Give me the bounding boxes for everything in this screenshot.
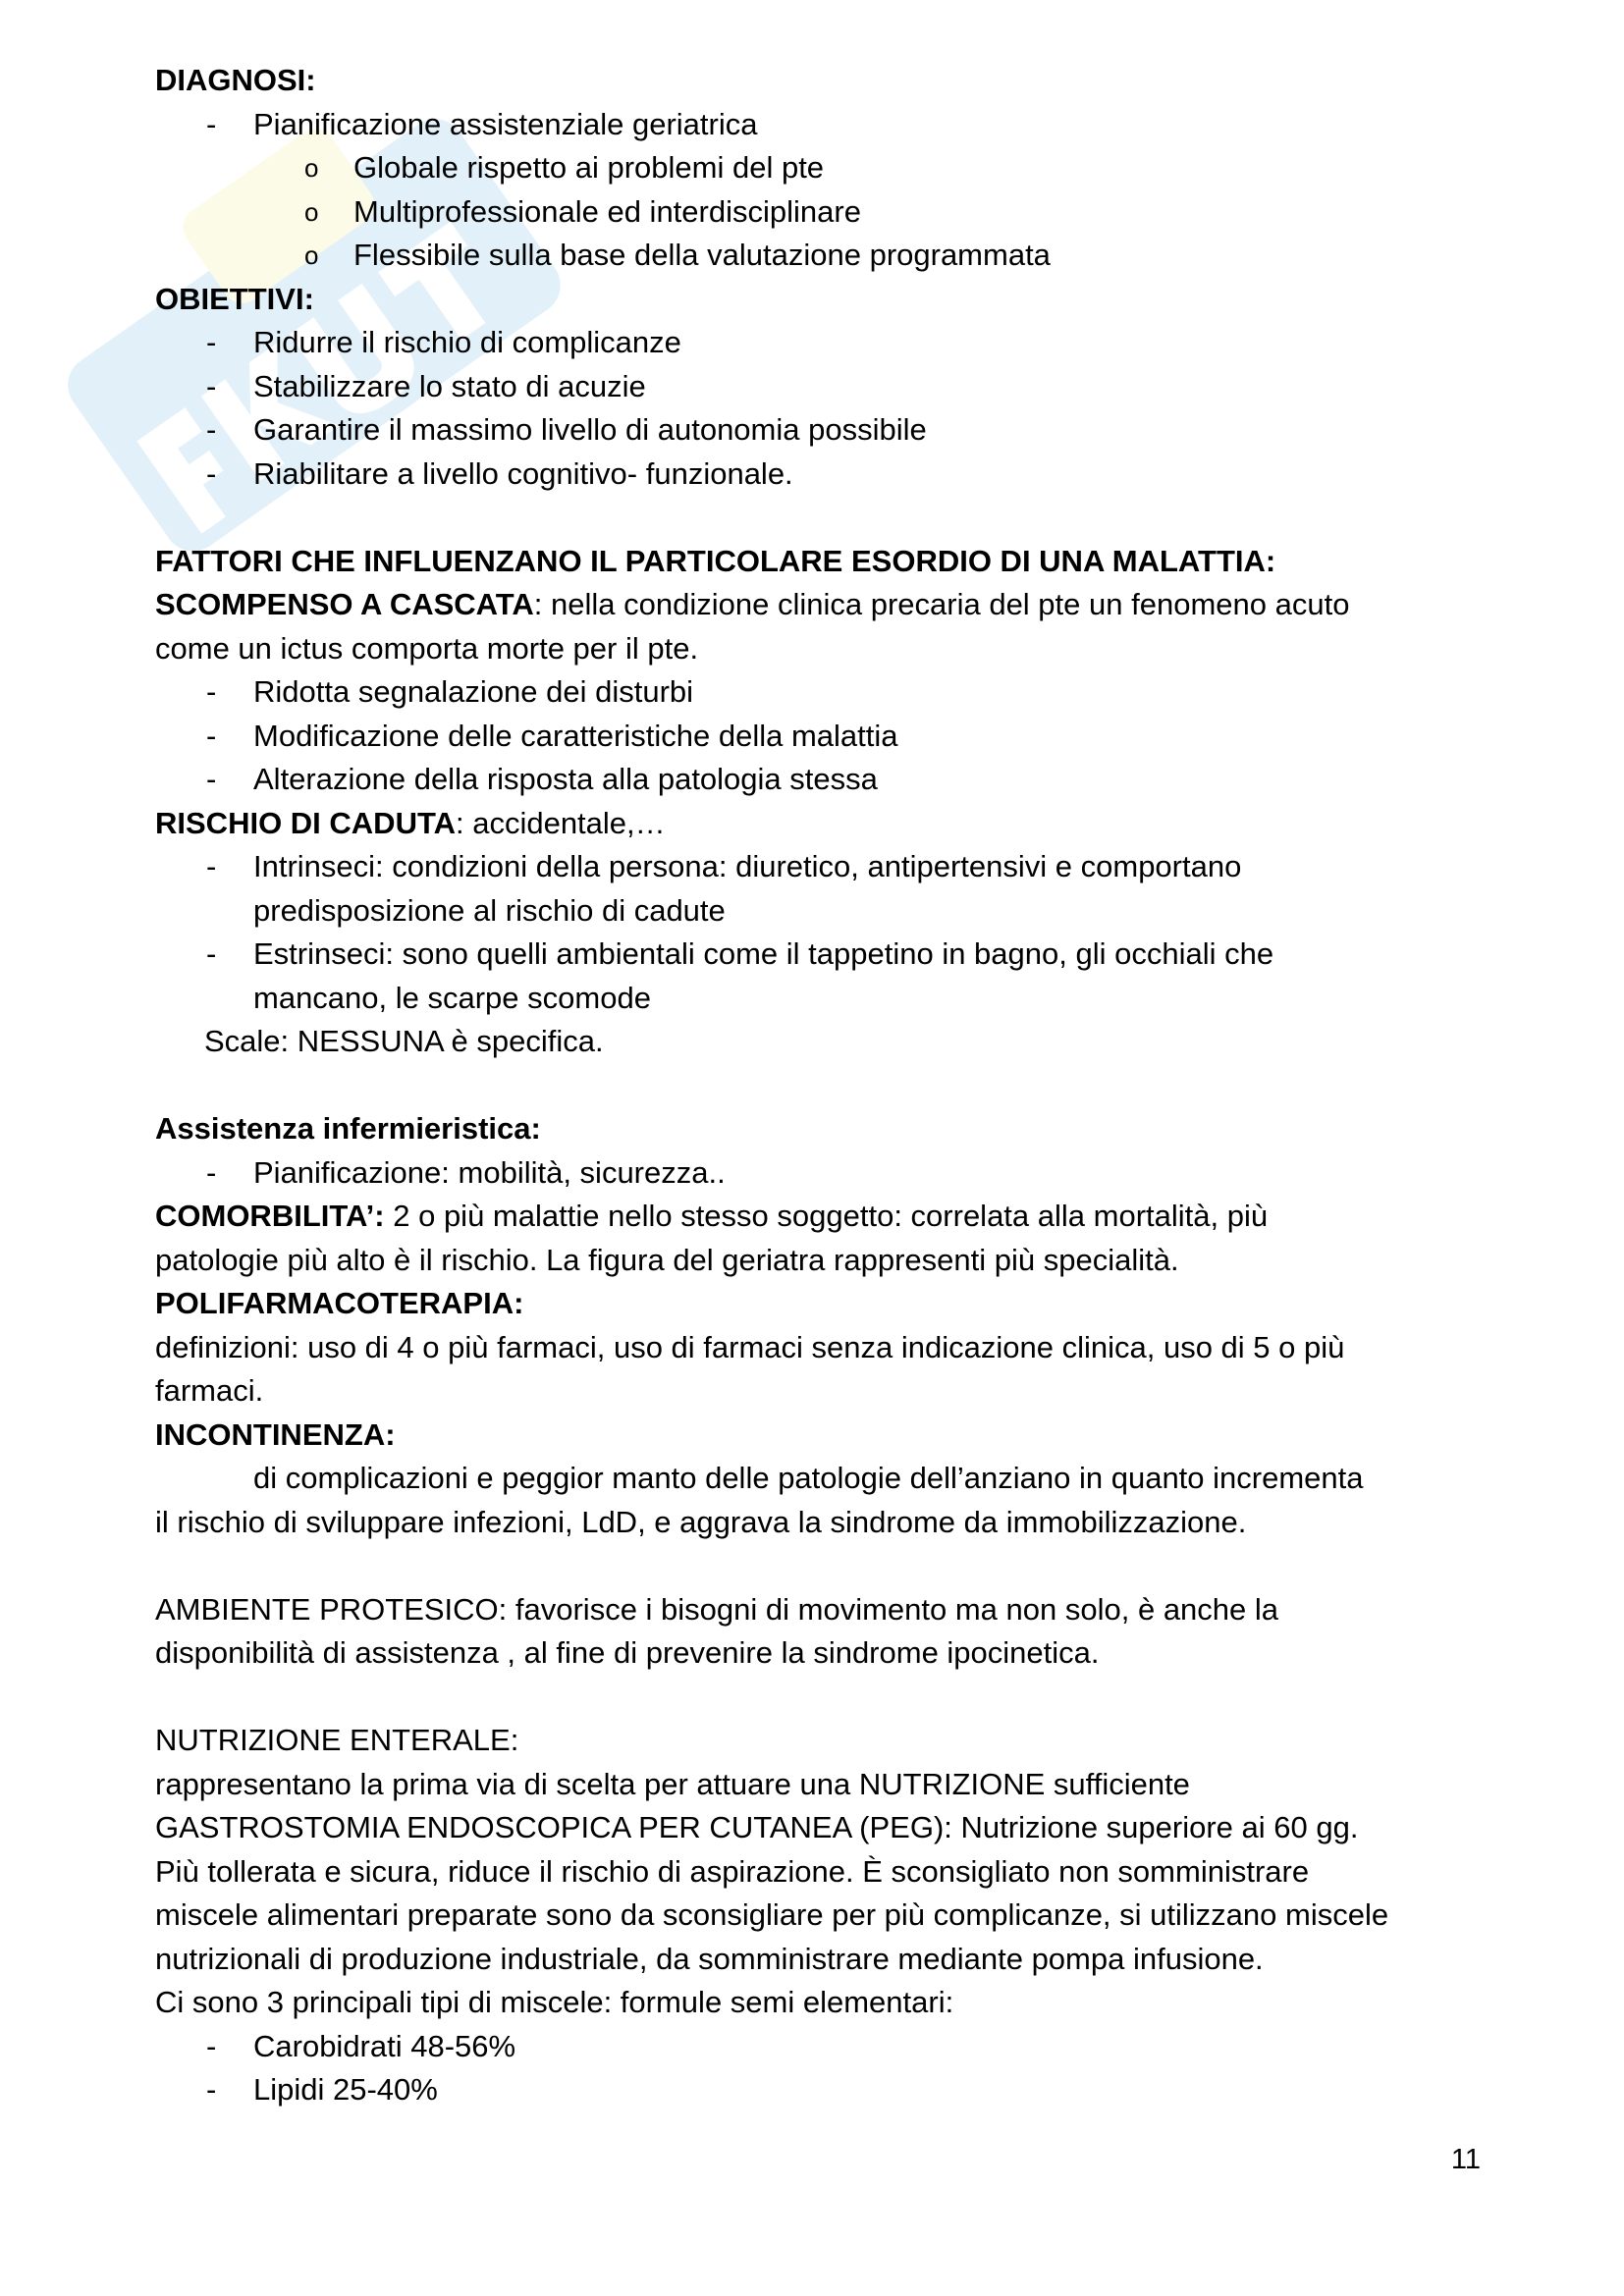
assistenza-item: - Pianificazione: mobilità, sicurezza..	[155, 1151, 1490, 1196]
polifarmaco-line2: farmaci.	[155, 1373, 264, 1408]
spacer	[155, 496, 1490, 540]
fattori-heading: FATTORI CHE INFLUENZANO IL PARTICOLARE ESORDIO DI UNA MALATTIA:	[155, 543, 1276, 578]
rischio-text: : accidentale,…	[455, 805, 666, 840]
nutrizione-line: nutrizionali di produzione industriale, da somministrare mediante pompa infusione.	[155, 1941, 1264, 1976]
assistenza-heading: Assistenza infermieristica:	[155, 1111, 541, 1146]
rischio-item-intrinseci: - Intrinseci: condizioni della persona: diuretico, antipertensivi e comportano	[155, 845, 1490, 889]
scompenso-text: : nella condizione clinica precaria del pte un fenomeno acuto	[533, 587, 1350, 621]
nutrizione-line: GASTROSTOMIA ENDOSCOPICA PER CUTANEA (PEG): Nutrizione superiore ai 60 gg.	[155, 1810, 1359, 1844]
rischio-scale: Scale: NESSUNA è specifica.	[204, 1024, 604, 1058]
obiettivi-item: - Ridurre il rischio di complicanze	[155, 321, 1490, 365]
obiettivi-item: - Garantire il massimo livello di autonomia possibile	[155, 408, 1490, 453]
diagnosi-subitem: o Flessibile sulla base della valutazione programmata	[155, 234, 1490, 278]
spacer	[155, 1676, 1490, 1720]
page-number: 11	[1450, 2144, 1481, 2175]
incontinenza-heading: INCONTINENZA:	[155, 1416, 396, 1452]
scompenso-item: - Alterazione della risposta alla patologia stessa	[155, 758, 1490, 802]
rischio-item-estrinseci-cont: mancano, le scarpe scomode	[253, 980, 651, 1015]
nutrizione-line: Ci sono 3 principali tipi di miscele: formule semi elementari:	[155, 1985, 954, 2019]
nutrizione-item: - Carobidrati 48-56%	[155, 2025, 1490, 2069]
nutrizione-line: miscele alimentari preparate sono da sconsigliare per più complicanze, si utilizzano miscele	[155, 1897, 1389, 1932]
nutrizione-item: - Lipidi 25-40%	[155, 2068, 1490, 2112]
spacer	[155, 1544, 1490, 1588]
ambiente-line2: disponibilità di assistenza , al fine di prevenire la sindrome ipocinetica.	[155, 1635, 1100, 1670]
comorbilita-paragraph	[155, 1195, 1490, 1239]
comorbilita-text-line2: patologie più alto è il rischio. La figura del geriatra rappresenti più specialità.	[155, 1242, 1179, 1277]
comorbilita-term: COMORBILITA’:	[155, 1199, 385, 1233]
obiettivi-item: - Riabilitare a livello cognitivo- funzionale.	[155, 453, 1490, 497]
obiettivi-heading: OBIETTIVI:	[155, 281, 314, 316]
nutrizione-line: rappresentano la prima via di scelta per attuare una NUTRIZIONE sufficiente	[155, 1766, 1190, 1801]
polifarmaco-heading: POLIFARMACOTERAPIA:	[155, 1286, 524, 1320]
comorbilita-text: 2 o più malattie nello stesso soggetto: correlata alla mortalità, più	[384, 1199, 1269, 1233]
scompenso-text-line2: come un ictus comporta morte per il pte.	[155, 630, 699, 666]
nutrizione-heading: NUTRIZIONE ENTERALE:	[155, 1723, 519, 1757]
diagnosi-heading: DIAGNOSI:	[155, 63, 316, 97]
document-body	[155, 59, 1490, 2112]
incontinenza-line1: di complicazioni e peggior manto delle patologie dell’anziano in quanto incrementa	[253, 1461, 1364, 1495]
incontinenza-line2: il rischio di sviluppare infezioni, LdD, e aggrava la sindrome da immobilizzazione.	[155, 1504, 1247, 1539]
nutrizione-line: Più tollerata e sicura, riduce il rischio di aspirazione. È sconsigliato non somministrare	[155, 1853, 1310, 1889]
rischio-term: RISCHIO DI CADUTA	[155, 805, 456, 840]
diagnosi-subitem: o Globale rispetto ai problemi del pte	[155, 146, 1490, 190]
scompenso-item: - Modificazione delle caratteristiche della malattia	[155, 715, 1490, 759]
ambiente-line1: AMBIENTE PROTESICO: favorisce i bisogni di movimento ma non solo, è anche la	[155, 1591, 1279, 1627]
rischio-item-estrinseci: - Estrinseci: sono quelli ambientali come il tappetino in bagno, gli occhiali che	[155, 933, 1490, 977]
obiettivi-item: - Stabilizzare lo stato di acuzie	[155, 365, 1490, 409]
polifarmaco-line1: definizioni: uso di 4 o più farmaci, uso di farmaci senza indicazione clinica, uso di 5 o più	[155, 1329, 1345, 1364]
scompenso-paragraph	[155, 583, 1490, 627]
scompenso-item: - Ridotta segnalazione dei disturbi	[155, 670, 1490, 715]
spacer	[155, 1064, 1490, 1108]
diagnosi-item: - Pianificazione assistenziale geriatrica	[155, 103, 1490, 147]
rischio-paragraph	[155, 802, 1490, 846]
scompenso-term: SCOMPENSO A CASCATA	[155, 587, 534, 621]
diagnosi-subitem: o Multiprofessionale ed interdisciplinare	[155, 190, 1490, 235]
rischio-item-intrinseci-cont: predisposizione al rischio di cadute	[253, 892, 726, 928]
